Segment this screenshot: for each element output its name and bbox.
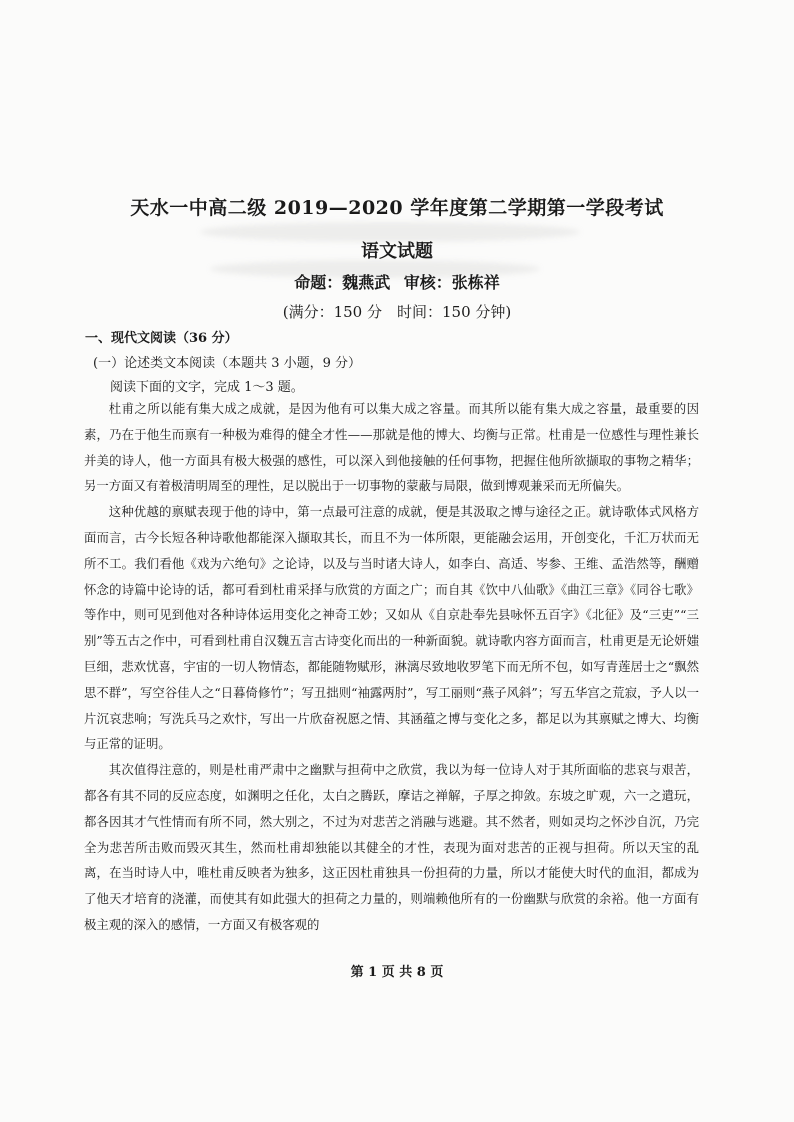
reading-instruction: 阅读下面的文字，完成 1～3 题。	[110, 380, 304, 395]
exam-subtitle: 语文试题	[361, 241, 433, 262]
reading-passage	[84, 396, 699, 938]
score-time-line: (满分：150 分 时间：150 分钟)	[282, 303, 512, 321]
author-label: 命题：魏燕武	[294, 273, 391, 292]
exam-title: 天水一中高二级 2019—2020 学年度第二学期第一学段考试	[130, 197, 664, 219]
passage-paragraph: 这种优越的禀赋表现于他的诗中，第一点最可注意的成就，便是其汲取之博与途径之正。就诗歌体式风格方面而言，古今长短各种诗歌他都能深入撷取其长，而且不为一体所限，更能融会运用，开创变化，千汇万状而无所不工。我们看他《戏为六绝句》之论诗，以及与当时诸大诗人，如李白、高适、岑参、王维、孟浩然等，酬赠怀念的诗篇中论诗的话，都可看到杜甫采择与欣赏的方面之广；而自其《饮中八仙歌》《曲江三章》《同谷七歌》等作中，则可见到他对各种诗体运用变化之神奇工妙；又如从《自京赴奉先县咏怀五百字》《北征》及“三吏”“三别”等五古之作中，可看到杜甫自汉魏五言古诗变化而出的一种新面貌。就诗歌内容方面而言，杜甫更是无论妍媸巨细，悲欢忧喜，宇宙的一切人物情态，都能随物赋形，淋漓尽致地收罗笔下而无所不包，如写青莲居士之“飘然思不群”，写空谷佳人之“日暮倚修竹”；写丑拙则“袖露两肘”，写工丽则“燕子风斜”；写五华宫之荒寂，予人以一片沉哀悲响；写洗兵马之欢忭，写出一片欣奋祝愿之情、其涵蕴之博与变化之多，都足以为其禀赋之博大、均衡与正常的证明。	[84, 504, 699, 752]
section-heading: 一、现代文阅读（36 分）	[85, 331, 238, 346]
passage-paragraph: 其次值得注意的，则是杜甫严肃中之幽默与担荷中之欣赏，我以为每一位诗人对于其所面临的悲哀与艰苦，都各有其不同的反应态度，如渊明之任化，太白之腾跃，摩诘之禅解，子厚之抑敛。东坡之旷观，六一之遣玩，都各因其才气性情而有所不同，然大别之，不过为对悲苦之消融与逃避。其不然者，则如灵均之怀沙自沉，乃完全为悲苦所击败而毁灭其生，然而杜甫却独能以其健全的才性，表现为面对悲苦的正视与担荷。所以天宝的乱离，在当时诗人中，唯杜甫反映者为独多，这正因杜甫独具一份担荷的力量，所以才能使大时代的血泪，都成为了他天才培育的浇灌，而使其有如此强大的担荷之力量的，则端赖他所有的一份幽默与欣赏的余裕。他一方面有极主观的深入的感情，一方面又有极客观的	[84, 762, 699, 932]
subsection-heading: (一）论述类文本阅读（本题共 3 小题，9 分）	[93, 356, 362, 371]
reviewer-label: 审核：张栋祥	[403, 273, 500, 292]
passage-paragraph: 杜甫之所以能有集大成之成就，是因为他有可以集大成之容量。而其所以能有集大成之容量，最重要的因素，乃在于他生而禀有一种极为难得的健全才性——那就是他的博大、均衡与正常。杜甫是一位感性与理性兼长并美的诗人，他一方面具有极大极强的感性，可以深入到他接触的任何事物，把握住他所欲撷取的事物之精华；另一方面又有着极清明周至的理性，足以脱出于一切事物的蒙蔽与局限，做到博观兼采而无所偏失。	[84, 401, 699, 494]
author-line	[0, 270, 794, 293]
page-number: 第 1 页 共 8 页	[350, 965, 444, 980]
